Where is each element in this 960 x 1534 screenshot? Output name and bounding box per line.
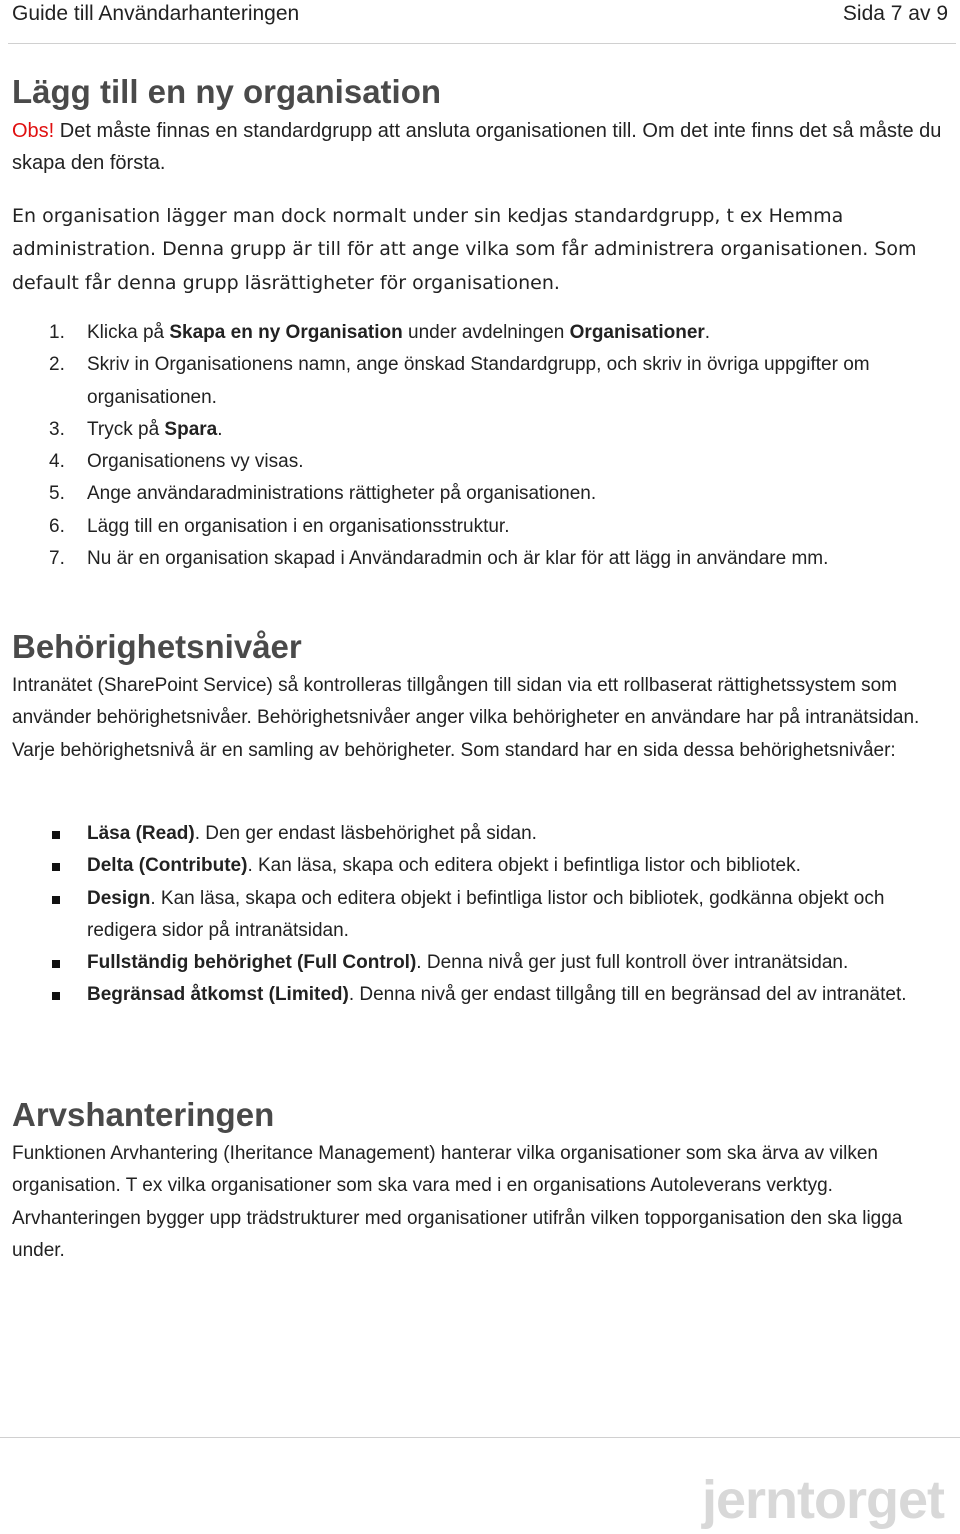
level-name: Design (87, 887, 151, 909)
step-item (12, 317, 950, 349)
steps-list (12, 317, 950, 575)
permission-level-item (12, 818, 950, 850)
level-description: . Denna nivå ger just full kontroll över intranätsidan. (416, 952, 849, 974)
bullet-icon (52, 992, 60, 1000)
permission-level-item (12, 947, 950, 979)
step-bold: Skapa en ny Organisation (169, 322, 403, 343)
footer-divider (0, 1437, 960, 1438)
heading-permission-levels: Behörighetsnivåer (12, 628, 302, 665)
level-description: . Kan läsa, skapa och editera objekt i befintliga listor och bibliotek, godkänna objekt och redigera sidor på intranätsidan. (87, 887, 885, 941)
bullet-icon (52, 960, 60, 968)
level-description: . Den ger endast läsbehörighet på sidan. (194, 823, 537, 844)
page-number: Sida 7 av 9 (842, 2, 948, 25)
step-item (12, 543, 950, 575)
step-number: 1. (49, 322, 65, 343)
bullet-icon (52, 831, 60, 839)
bullet-icon (52, 863, 60, 871)
obs-text: Det måste finnas en standardgrupp att ansluta organisationen till. Om det inte finns det så måste du skapa den första. (12, 120, 942, 175)
step-text: . (217, 418, 223, 440)
bullet-icon (52, 896, 60, 904)
step-text: Skriv in Organisationens namn, ange önskad Standardgrupp, och skriv in övriga uppgifter om organisationen. (87, 354, 870, 408)
document-title: Guide till Användarhanteringen (12, 2, 300, 25)
step-item (12, 414, 950, 446)
level-name: Begränsad åtkomst (Limited) (87, 984, 349, 1006)
step-text: Ange användaradministrations rättigheter på organisationen. (87, 483, 597, 505)
step-text: Klicka på (87, 322, 170, 343)
jerntorget-logo: jerntorget (701, 1470, 944, 1530)
level-description: . Denna nivå ger endast tillgång till en begränsad del av intranätet. (348, 984, 907, 1006)
permission-level-item (12, 850, 950, 882)
step-item (12, 349, 950, 414)
step-text: Organisationens vy visas. (87, 451, 304, 473)
permission-levels-list (12, 818, 950, 1012)
heading-inheritance: Arvshanteringen (12, 1096, 275, 1133)
step-number: 6. (49, 515, 65, 537)
step-number: 5. (49, 483, 65, 505)
permission-level-item (12, 883, 950, 948)
level-description: . Kan läsa, skapa och editera objekt i befintliga listor och bibliotek. (247, 855, 801, 877)
step-number: 2. (49, 354, 65, 376)
org-paragraph-part-b: Denna grupp är till för att ange vilka som får administrera organisationen. Som default får denna grupp läsrättigheter för organisationen. (12, 238, 917, 294)
permission-level-item (12, 979, 950, 1011)
step-bold: Spara (164, 418, 218, 440)
step-text: Nu är en organisation skapad i Användaradmin och är klar för att lägg in användare mm. (87, 548, 829, 570)
org-paragraph-part-a: En organisation lägger man dock normalt under sin kedjas standardgrupp, t ex Hemma administration. (12, 205, 844, 261)
step-text: Lägg till en organisation i en organisationsstruktur. (87, 515, 510, 537)
step-number: 4. (49, 451, 65, 473)
page-header (12, 0, 948, 28)
step-number: 7. (49, 548, 65, 570)
step-bold: Organisationer (569, 322, 705, 343)
step-number: 3. (49, 418, 65, 440)
inheritance-paragraph: Funktionen Arvhantering (Iheritance Management) hanterar vilka organisationer som ska ärva av vilken organisation. T ex vilka organisationer som ska vara med i en organisations Autoleverans verktyg. Arvhanteringen bygger upp trädstrukturer med organisationer utifrån vilken topporganisation den ska ligga under. (12, 1143, 903, 1261)
level-name: Läsa (Read) (87, 823, 195, 844)
level-name: Fullständig behörighet (Full Control) (87, 952, 417, 974)
permission-paragraph: Intranätet (SharePoint Service) så kontrolleras tillgången till sidan via ett rollbaserat rättighetssystem som använder behörighetsnivåer. Behörighetsnivåer anger vilka behörigheter en användare har på intranätsidan. Varje behörighetsnivå är en samling av behörigheter. Som standard har en sida dessa behörighetsnivåer: (12, 675, 920, 761)
step-text: Tryck på (87, 418, 165, 440)
step-item (12, 511, 950, 543)
obs-note (12, 115, 950, 180)
step-item (12, 478, 950, 510)
org-paragraph (12, 200, 950, 300)
header-divider (8, 43, 956, 44)
obs-label: Obs! (12, 120, 55, 142)
step-text: under avdelningen (402, 322, 570, 343)
heading-new-organisation: Lägg till en ny organisation (12, 73, 442, 110)
step-text: . (704, 322, 711, 343)
level-name: Delta (Contribute) (87, 855, 248, 877)
step-item (12, 446, 950, 478)
